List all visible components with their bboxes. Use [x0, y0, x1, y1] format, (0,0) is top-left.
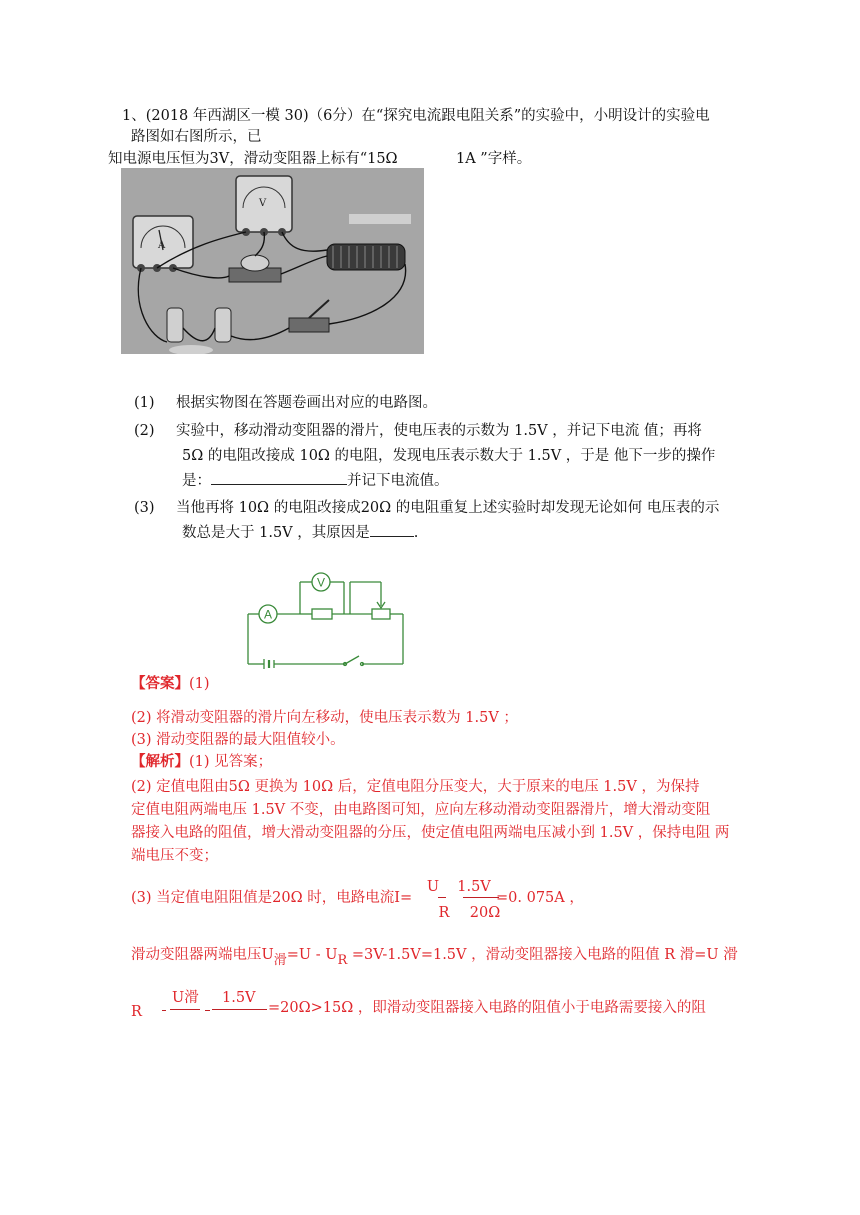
part-2-line-2: 5Ω 的电阻改接成 10Ω 的电阻，发现电压表示数大于 1.5V ，于是 他下一步的操作 [182, 448, 716, 464]
question-line-3b: 1A ”字样。 [456, 151, 532, 167]
answer-part-3: (3) 滑动变阻器的最大阻值较小。 [131, 732, 345, 748]
analysis-line-1 [131, 751, 272, 773]
part-3-line-1: 当他再将 10Ω 的电阻改接成20Ω 的电阻重复上述实验时却发现无论如何 电压表的示 [176, 500, 720, 516]
analysis-part-4 [131, 944, 738, 967]
part-3-num: (3) [134, 500, 155, 516]
analysis-part-2-line-1: (2) 定值电阻由5Ω 更换为 10Ω 后，定值电阻分压变大，大于原来的电压 1.5V ，为保持 [131, 779, 700, 795]
analysis-part-2-line-2: 定值电阻两端电压 1.5V 不变，由电路图可知，应向左移动滑动变阻器滑片，增大滑动变阻 [131, 802, 711, 818]
ammeter-label: A [263, 607, 273, 622]
fraction-2-bar [463, 897, 499, 898]
analysis-part-5-text: =20Ω>15Ω ，即滑动变阻器接入电路的阻值小于电路需要接入的阻 [268, 1000, 706, 1016]
part-3-answer-blank[interactable] [370, 522, 414, 537]
answer-label: 【答案】 [131, 675, 189, 692]
voltmeter-label: V [316, 575, 326, 590]
analysis-part-2-line-4: 端电压不变； [131, 848, 218, 864]
equals-mark-2 [205, 1010, 210, 1011]
question-line-2: 路图如右图所示，已 [131, 129, 262, 145]
part-1-num: (1) [134, 395, 155, 411]
analysis-part-5-r: R [131, 1004, 142, 1020]
part-2-answer-prefix: 是： [182, 473, 211, 489]
part-3-answer-suffix: . [413, 525, 419, 541]
rheostat-voltage-mid: =U - U [286, 947, 338, 963]
circuit-diagram [240, 568, 410, 670]
fraction-1-bar [438, 897, 446, 898]
fraction-2-denominator: 20Ω [469, 905, 501, 921]
rheostat-voltage-end: =3V-1.5V=1.5V ，滑动变阻器接入电路的阻值 R 滑=U 滑 [347, 947, 738, 963]
part-1-text: 根据实物图在答题卷画出对应的电路图。 [176, 395, 437, 411]
question-line-1: 1、(2018 年西湖区一模 30)（6分）在“探究电流跟电阻关系”的实验中，小明设计的实验电 [122, 108, 710, 124]
analysis-part-3-text: (3) 当定值电阻阻值是20Ω 时，电路电流I= [131, 890, 413, 906]
fraction-3-bar [170, 1009, 200, 1010]
fraction-4-numerator: 1.5V [222, 990, 256, 1006]
fraction-1-numerator: U [426, 879, 440, 895]
answer-part-1: (1) [189, 676, 210, 692]
fraction-2-numerator: 1.5V [457, 879, 491, 895]
subscript-slide: 滑 [273, 953, 287, 968]
ammeter-photo-label: A [158, 240, 166, 251]
rheostat-voltage-text: 滑动变阻器两端电压U [131, 947, 274, 963]
part-2-answer-suffix: 并记下电流值。 [347, 473, 449, 489]
analysis-label: 【解析】 [131, 753, 189, 770]
part-2-line-3 [182, 470, 449, 492]
fraction-1-denominator: R [438, 905, 450, 921]
part-3-line-2 [182, 522, 418, 544]
subscript-r: R [337, 953, 348, 968]
part-2-answer-blank[interactable] [211, 470, 347, 485]
equals-mark-1 [162, 1010, 166, 1011]
analysis-part-1: (1) 见答案； [189, 754, 273, 770]
apparatus-photo [121, 168, 424, 354]
answer-line-1 [131, 673, 210, 695]
apparatus-drawing [121, 168, 424, 354]
fraction-4-bar [212, 1009, 267, 1010]
question-line-3a: 知电源电压恒为3V，滑动变阻器上标有“15Ω [108, 151, 398, 167]
part-2-num: (2) [134, 423, 155, 439]
voltmeter-photo-label: V [259, 198, 267, 209]
fraction-3-numerator: U滑 [172, 990, 199, 1006]
part-2-line-1: 实验中，移动滑动变阻器的滑片，使电压表的示数为 1.5V ，并记下电流 值；再将 [176, 423, 702, 439]
analysis-part-2-line-3: 器接入电路的阻值，增大滑动变阻器的分压，使定值电阻两端电压减小到 1.5V ，保持电阻 两 [131, 825, 730, 841]
answer-part-2: (2) 将滑动变阻器的滑片向左移动，使电压表示数为 1.5V ； [131, 710, 518, 726]
analysis-part-3-result: =0. 075A ， [496, 890, 584, 906]
part-3-answer-prefix: 数总是大于 1.5V ，其原因是 [182, 525, 370, 541]
